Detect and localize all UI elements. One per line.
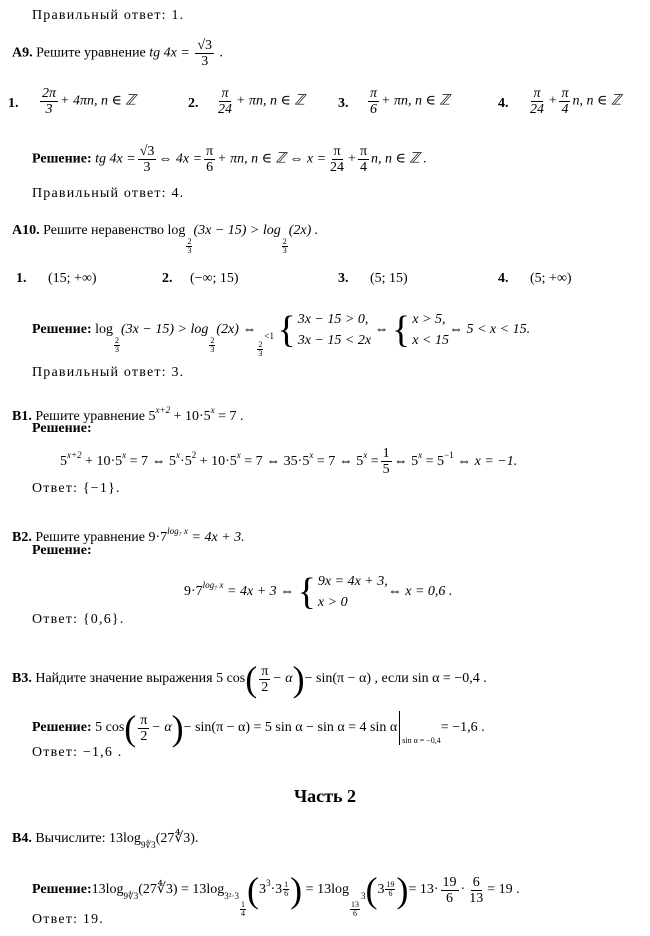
a9-option-3-num: 3. (338, 96, 349, 111)
b4-question: В4. Вычислите: $13\log_{9∜3}(27∜3)$. (12, 831, 199, 850)
a9-option-3[interactable]: $\frac{\pi}{6}$ + πn, n ∈ ℤ (370, 86, 450, 117)
b1-answer: Ответ: {−1}. (32, 481, 121, 496)
a9-option-1[interactable]: $\frac{2\pi}{3}$ + 4πn, n ∈ ℤ (42, 86, 136, 117)
b3-answer: Ответ: −1,6 . (32, 745, 123, 760)
a9-answer: Правильный ответ: 4. (32, 186, 185, 201)
b2-question: В2. Решите уравнение $9\cdot 7^{log_7 x} = 4x + 3$. (12, 526, 245, 545)
b4-number: В4. (12, 831, 32, 846)
a10-option-1[interactable]: (15; +∞) (48, 271, 97, 286)
a10-number: А10. (12, 223, 40, 238)
a9-solution: Решение: tg 4x = $\frac{√3}{3}$ ⇔ 4x = $\frac{\pi}{6}$ + πn, n ∈ ℤ ⇔ x = $\frac{\pi}{24}$ + $\frac{\pi}{4}$ n, n ∈ ℤ . (32, 144, 427, 175)
a9-option-2-num: 2. (188, 96, 199, 111)
part2-heading: Часть 2 (293, 786, 357, 806)
document-page: Правильный ответ: 1. А9. Решите уравнение tg 4x = $\frac{√3}{3}$ . 1. $\frac{2\pi}{3}$ + 4πn, n ∈ ℤ 2. $\frac{\pi}{24}$ + πn, n ∈ ℤ 3. $\frac{\pi}{6}$ + πn, n ∈ ℤ 4. $\frac{\pi}{24}$ + $\frac{\pi}{4}$ n, n ∈ ℤ Решение: tg 4x = $\frac{√3}{3}$ ⇔ 4x = $\frac{\pi}{6}$ + πn, n ∈ ℤ ⇔ x = $\frac{\pi}{24}$ + $\frac{\pi}{4}$ n, n ∈ ℤ . Правильный ответ: 4. А10. Решите неравенство log $\frac{2}{3}$ (3x − 15) > log $\frac{2}{3}$ (2x) . 1. (15; +∞) 2. (−∞; 15) 3. (5; 15) 4. (5; +∞) Решение: log $\frac{2}{3}$ (3x − 15) > log $\frac{2}{3}$ (2x) ⇔ $\frac{2}{3}$ $_{<1}$ { 3x − 15 > 0, 3x − 15 < 2x ⇔ { x > 5, x < 15 ⇔ 5 < x < 15. Правильный ответ: 3. В1. Решите уравнение $5^{x+2} + 10\cdot 5^x = 7$ . Решение: $5^{x+2} + 10\cdot 5^x = 7$ ⇔ $5^x\cdot 5^2 + 10\cdot 5^x = 7$ ⇔ $35\cdot 5^x = 7$ ⇔ $5^x$ = $\frac{1}{5}$ ⇔ $5^x = 5^{-1}$ ⇔ x = −1. Ответ: {−1}. В2. Решите уравнение $9\cdot 7^{log_7 x} = 4x + 3$. Решение: $9\cdot 7^{log_7 x} = 4x + 3$ ⇔ { 9x = 4x + 3, x > 0 ⇔ x = 0,6 . Ответ: {0,6}. В3. Найдите значение выражения 5 cos( $\frac{\pi}{2}$ − α)− sin(π − α) , если sin α = −0,4 . Решение: 5 cos( $\frac{\pi}{2}$ − α)− sin(π − α) = 5 sin α − sin α = 4 $\sin \alpha_{sin \alpha = -0,4}= -1,6$ . Ответ: −1,6 . Часть 2 В4. Вычислите: $13\log_{9∜3}(27∜3)$. $Решение:13\log_{9∜3}(27∜3) = 13\log_{3^2\cdot 3}$ $\frac{1}{4}$ ($3^3\cdot 3$ $\frac{1}{6}$ ) = 13log $\frac{13}{6}$ $_3$(3 $\frac{19}{6}$ )= 13· $\frac{19}{6}$ · $\frac{6}{13}$ = 19 . Ответ: 19. (0, 0, 650, 936)
b2-solution: $9\cdot 7^{log_7 x} = 4x + 3$ ⇔ { 9x = 4x + 3, x > 0 ⇔ x = 0,6 . (184, 571, 453, 613)
b1-solution: $5^{x+2} + 10\cdot 5^x = 7$ ⇔ $5^x\cdot 5^2 + 10\cdot 5^x = 7$ ⇔ $35\cdot 5^x = 7$ ⇔ $5^x$ = $\frac{1}{5}$ ⇔ $5^x = 5^{-1}$ ⇔ x = −1. (60, 446, 518, 478)
a9-number: А9. (12, 45, 33, 61)
a9-option-4[interactable]: $\frac{\pi}{24}$ + $\frac{\pi}{4}$ n, n ∈ ℤ (530, 86, 622, 117)
a9-question: А9. Решите уравнение tg 4x = $\frac{√3}{3}$ . (12, 38, 224, 69)
a9-option-1-num: 1. (8, 96, 19, 111)
a9-option-2[interactable]: $\frac{\pi}{24}$ + πn, n ∈ ℤ (218, 86, 305, 117)
a10-option-2[interactable]: (−∞; 15) (190, 271, 239, 286)
prev-answer-label: Правильный ответ: (32, 8, 167, 23)
a9-option-4-num: 4. (498, 96, 509, 111)
b1-question: В1. Решите уравнение $5^{x+2} + 10\cdot 5^x = 7$ . (12, 405, 244, 424)
a10-option-3[interactable]: (5; 15) (370, 271, 408, 286)
a9-eq-fraction: $\frac{√3}{3}$ (197, 38, 213, 69)
b4-solution: $Решение:13\log_{9∜3}(27∜3) = 13\log_{3^2\cdot 3}$ $\frac{1}{4}$ ($3^3\cdot 3$ $\frac{1}{6}$ ) = 13log $\frac{13}{6}$ $_3$(3 $\frac{19}{6}$ )= 13· $\frac{19}{6}$ · $\frac{6}{13}$ = 19 . (32, 870, 520, 919)
b4-answer: Ответ: 19. (32, 912, 104, 927)
b2-answer: Ответ: {0,6}. (32, 612, 125, 627)
b2-number: В2. (12, 530, 32, 545)
prev-answer-value: 1. (171, 8, 185, 23)
a9-prompt: Решите уравнение (36, 45, 146, 61)
a10-question: А10. Решите неравенство log $\frac{2}{3}$ (3x − 15) > log $\frac{2}{3}$ (2x) . (12, 223, 319, 255)
prev-answer-line (32, 7, 184, 25)
a10-solution: Решение: log $\frac{2}{3}$ (3x − 15) > log $\frac{2}{3}$ (2x) ⇔ $\frac{2}{3}$ $_{<1}$ { 3x − 15 > 0, 3x − 15 < 2x ⇔ { x > 5, x < 15 ⇔ 5 < x < 15. (32, 309, 531, 359)
b3-solution: Решение: 5 cos( $\frac{\pi}{2}$ − α)− sin(π − α) = 5 sin α − sin α = 4 $\sin \alpha_{sin \alpha = -0,4}= -1,6$ . (32, 708, 485, 748)
b2-solution-label: Решение: (32, 543, 92, 558)
b3-number: В3. (12, 671, 32, 687)
b1-number: В1. (12, 409, 32, 424)
b1-solution-label: Решение: (32, 421, 92, 436)
b3-question: В3. Найдите значение выражения 5 cos( $\frac{\pi}{2}$ − α)− sin(π − α) , если sin α = −0,4 . (12, 659, 487, 699)
a10-answer: Правильный ответ: 3. (32, 365, 185, 380)
a10-option-4[interactable]: (5; +∞) (530, 271, 572, 286)
a9-eq-lhs: tg 4x = (149, 45, 190, 61)
